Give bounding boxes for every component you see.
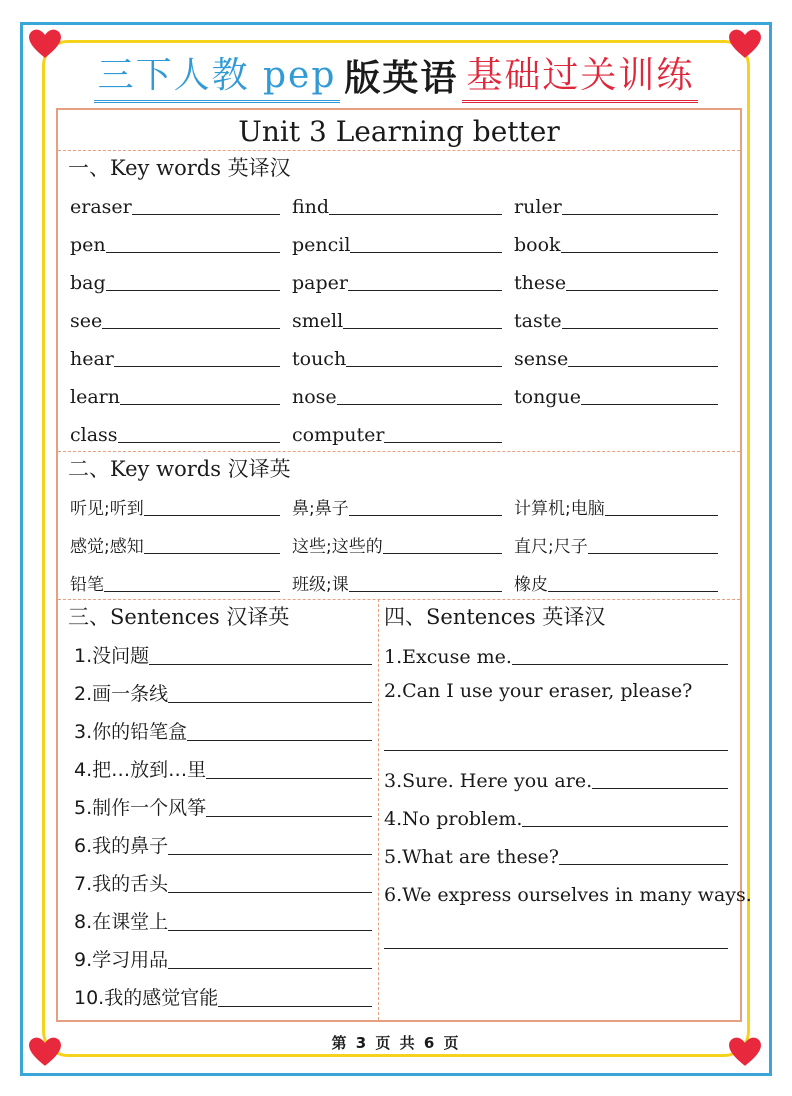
section3-list [74,634,372,1014]
list-item: 6.We express ourselves in many ways. [384,884,752,906]
list-item: 4.把…放到…里 [74,748,372,786]
answer-blank[interactable] [329,214,502,215]
answer-blank[interactable] [118,442,280,443]
word-item: 感觉;感知 [70,523,292,561]
answer-blank[interactable] [168,968,372,969]
answer-blank[interactable] [562,328,718,329]
word-item: 班级;课 [292,561,514,599]
answer-blank[interactable] [218,1006,372,1007]
answer-blank[interactable] [132,214,280,215]
word-item: find [292,184,514,222]
word-item: 这些;这些的 [292,523,514,561]
word-item: smell [292,298,514,336]
divider [58,150,740,151]
answer-blank[interactable] [114,366,280,367]
title-grade: 三下人教 pep [94,47,341,103]
word-item: pencil [292,222,514,260]
answer-blank[interactable] [384,750,728,751]
answer-blank[interactable] [102,328,280,329]
word-item: 直尺;尺子 [514,523,730,561]
column-divider [378,599,379,1020]
answer-blank[interactable] [187,740,372,741]
word-item: pen [70,222,292,260]
list-item: 9.学习用品 [74,938,372,976]
word-item: class [70,412,292,450]
answer-blank[interactable] [568,366,718,367]
section4-heading: 四、Sentences 英译汉 [384,605,606,629]
list-item: 5.What are these? [384,834,728,872]
answer-blank[interactable] [149,664,372,665]
heart-icon [728,28,762,60]
list-item: 4.No problem. [384,796,728,834]
section2-heading: 二、Key words 汉译英 [68,457,291,481]
answer-blank[interactable] [512,664,728,665]
answer-blank[interactable] [106,290,280,291]
word-item: 橡皮 [514,561,730,599]
answer-blank[interactable] [559,864,728,865]
answer-blank[interactable] [168,702,372,703]
word-item: book [514,222,730,260]
heart-icon [28,28,62,60]
word-item: computer [292,412,514,450]
list-item: 8.在课堂上 [74,900,372,938]
answer-blank[interactable] [588,553,718,554]
answer-blank[interactable] [384,442,502,443]
list-item: 5.制作一个风筝 [74,786,372,824]
page-title [60,44,732,106]
worksheet [56,108,752,1022]
word-item: nose [292,374,514,412]
answer-row [384,910,728,956]
word-item: 计算机;电脑 [514,485,730,523]
word-item: taste [514,298,730,336]
word-item: 铅笔 [70,561,292,599]
answer-blank[interactable] [522,826,728,827]
list-item: 1.Excuse me. [384,634,728,672]
word-item: tongue [514,374,730,412]
answer-blank[interactable] [343,328,502,329]
answer-blank[interactable] [346,366,502,367]
word-item: bag [70,260,292,298]
answer-blank[interactable] [206,816,372,817]
answer-blank[interactable] [168,854,372,855]
word-item: ruler [514,184,730,222]
list-item: 7.我的舌头 [74,862,372,900]
word-item: 听见;听到 [70,485,292,523]
list-item: 10.我的感觉官能 [74,976,372,1014]
list-item: 6.我的鼻子 [74,824,372,862]
title-training: 基础过关训练 [462,47,698,103]
answer-blank[interactable] [566,290,718,291]
answer-blank[interactable] [348,290,502,291]
answer-blank[interactable] [120,404,280,405]
answer-blank[interactable] [605,515,718,516]
word-item: hear [70,336,292,374]
section2-word-grid [70,485,730,599]
section3-heading: 三、Sentences 汉译英 [68,605,290,629]
answer-blank[interactable] [104,591,280,592]
word-item: touch [292,336,514,374]
answer-blank[interactable] [337,404,502,405]
answer-blank[interactable] [561,252,718,253]
answer-blank[interactable] [349,515,502,516]
answer-blank[interactable] [383,553,502,554]
section1-heading: 一、Key words 英译汉 [68,156,291,180]
word-item: see [70,298,292,336]
answer-blank[interactable] [350,252,502,253]
section4-list [384,634,752,956]
divider [58,451,740,452]
word-item: learn [70,374,292,412]
list-item: 2.画一条线 [74,672,372,710]
answer-blank[interactable] [168,930,372,931]
word-item: paper [292,260,514,298]
divider [58,599,740,600]
section1-word-grid [70,184,730,450]
title-subject: 版英语 [344,56,459,99]
word-item: sense [514,336,730,374]
answer-blank[interactable] [548,591,718,592]
list-item: 3.你的铅笔盒 [74,710,372,748]
answer-blank[interactable] [168,892,372,893]
answer-blank[interactable] [349,591,502,592]
page-number: 第 3 页 共 6 页 [331,1034,461,1052]
answer-row [384,706,728,758]
answer-blank[interactable] [106,252,280,253]
answer-blank[interactable] [562,214,718,215]
list-item: 3.Sure. Here you are. [384,758,728,796]
word-item: 鼻;鼻子 [292,485,514,523]
answer-blank[interactable] [384,948,728,949]
answer-blank[interactable] [581,404,718,405]
word-item: eraser [70,184,292,222]
answer-blank[interactable] [592,788,728,789]
answer-blank[interactable] [144,515,280,516]
unit-title: Unit 3 Learning better [238,115,560,148]
list-item: 2.Can I use your eraser, please? [384,680,693,702]
answer-blank[interactable] [206,778,372,779]
list-item: 1.没问题 [74,634,372,672]
answer-blank[interactable] [144,553,280,554]
word-item: these [514,260,730,298]
